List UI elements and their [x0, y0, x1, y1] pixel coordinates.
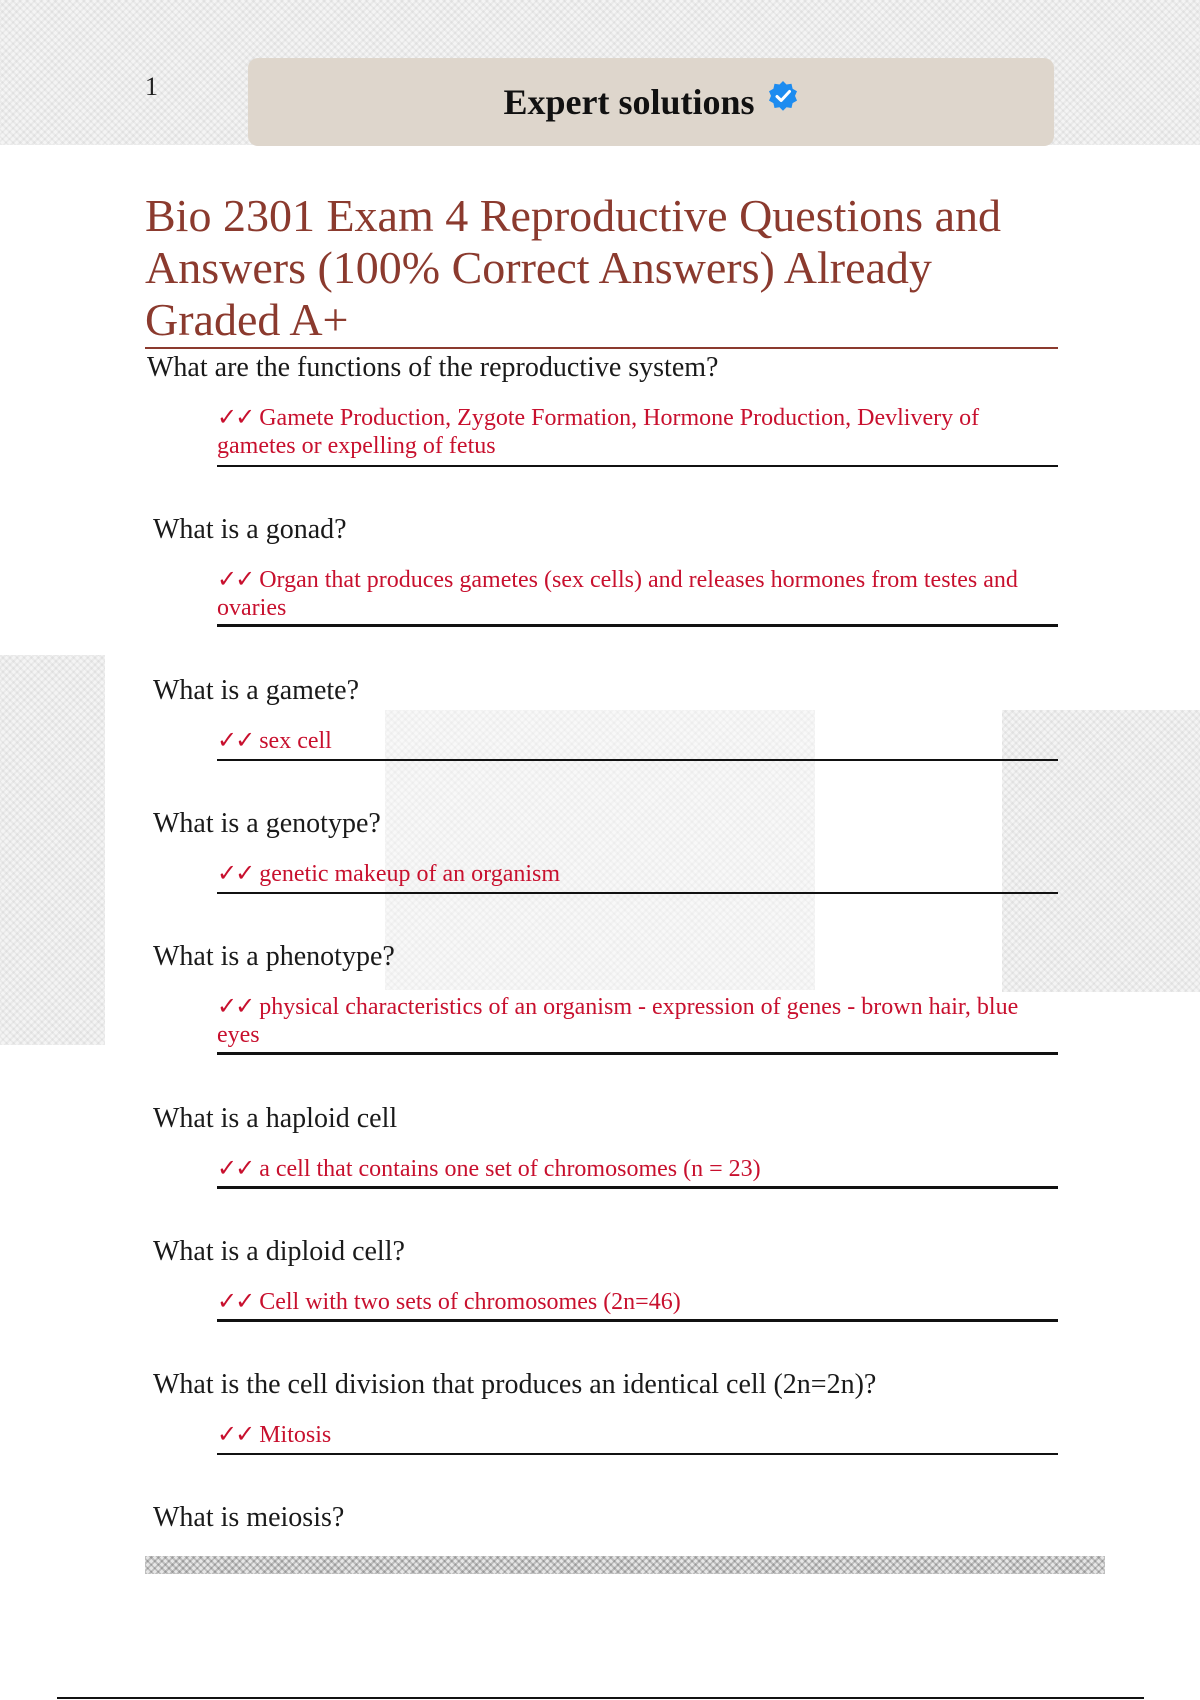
- answer-divider: [217, 624, 1058, 627]
- answer-divider: [217, 1186, 1058, 1189]
- answer-divider: [217, 892, 1058, 894]
- answer-divider: [217, 1319, 1058, 1322]
- answer-divider: [217, 1453, 1058, 1455]
- answer-value: physical characteristics of an organism - expression of genes - brown hair, blue eyes: [217, 994, 1019, 1048]
- answer-value: genetic makeup of an organism: [259, 861, 561, 887]
- check-icon: ✓✓: [217, 1156, 254, 1182]
- header-banner: [248, 58, 1054, 146]
- check-icon: ✓✓: [217, 861, 254, 887]
- footer-divider: [57, 1697, 1144, 1699]
- answer-text: [217, 404, 1057, 460]
- question-text: What is a gonad?: [153, 514, 347, 545]
- verified-badge-icon: [767, 80, 799, 112]
- check-icon: ✓✓: [217, 994, 254, 1020]
- answer-divider: [217, 465, 1058, 467]
- obscured-content-strip: [145, 1556, 1105, 1574]
- question-text: What is the cell division that produces an identical cell (2n=2n)?: [153, 1369, 877, 1400]
- question-text: What is meiosis?: [153, 1502, 345, 1533]
- document-title: Bio 2301 Exam 4 Reproductive Questions and Answers (100% Correct Answers) Already Graded A+: [145, 190, 1001, 345]
- question-text: What is a phenotype?: [153, 941, 395, 972]
- title-divider: [145, 347, 1058, 349]
- header-title: Expert solutions: [503, 82, 755, 122]
- page-number: 1: [145, 72, 158, 101]
- question-text: What is a genotype?: [153, 808, 381, 839]
- answer-text: [217, 860, 1057, 888]
- answer-value: Mitosis: [259, 1422, 332, 1448]
- answer-text: [217, 1288, 1057, 1316]
- answer-divider: [217, 759, 1058, 761]
- answer-value: Cell with two sets of chromosomes (2n=46): [259, 1289, 681, 1315]
- check-icon: ✓✓: [217, 728, 254, 754]
- answer-text: [217, 727, 1057, 755]
- answer-value: a cell that contains one set of chromosomes (n = 23): [259, 1156, 761, 1182]
- check-icon: ✓✓: [217, 1422, 254, 1448]
- check-icon: ✓✓: [217, 405, 254, 431]
- answer-value: Organ that produces gametes (sex cells) and releases hormones from testes and ovaries: [217, 567, 1018, 621]
- answer-text: [217, 993, 1057, 1049]
- question-text: What is a haploid cell: [153, 1103, 398, 1134]
- answer-divider: [217, 1052, 1058, 1055]
- check-icon: ✓✓: [217, 1289, 254, 1315]
- question-text: What are the functions of the reproductive system?: [147, 352, 719, 383]
- answer-text: [217, 1421, 1057, 1449]
- question-text: What is a diploid cell?: [153, 1236, 405, 1267]
- answer-value: Gamete Production, Zygote Formation, Hormone Production, Devlivery of gametes or expelling of fetus: [217, 405, 980, 459]
- margin-texture: [0, 655, 105, 1045]
- check-icon: ✓✓: [217, 567, 254, 593]
- answer-value: sex cell: [259, 728, 332, 754]
- question-text: What is a gamete?: [153, 675, 360, 706]
- answer-text: [217, 566, 1057, 622]
- answer-text: [217, 1155, 1057, 1183]
